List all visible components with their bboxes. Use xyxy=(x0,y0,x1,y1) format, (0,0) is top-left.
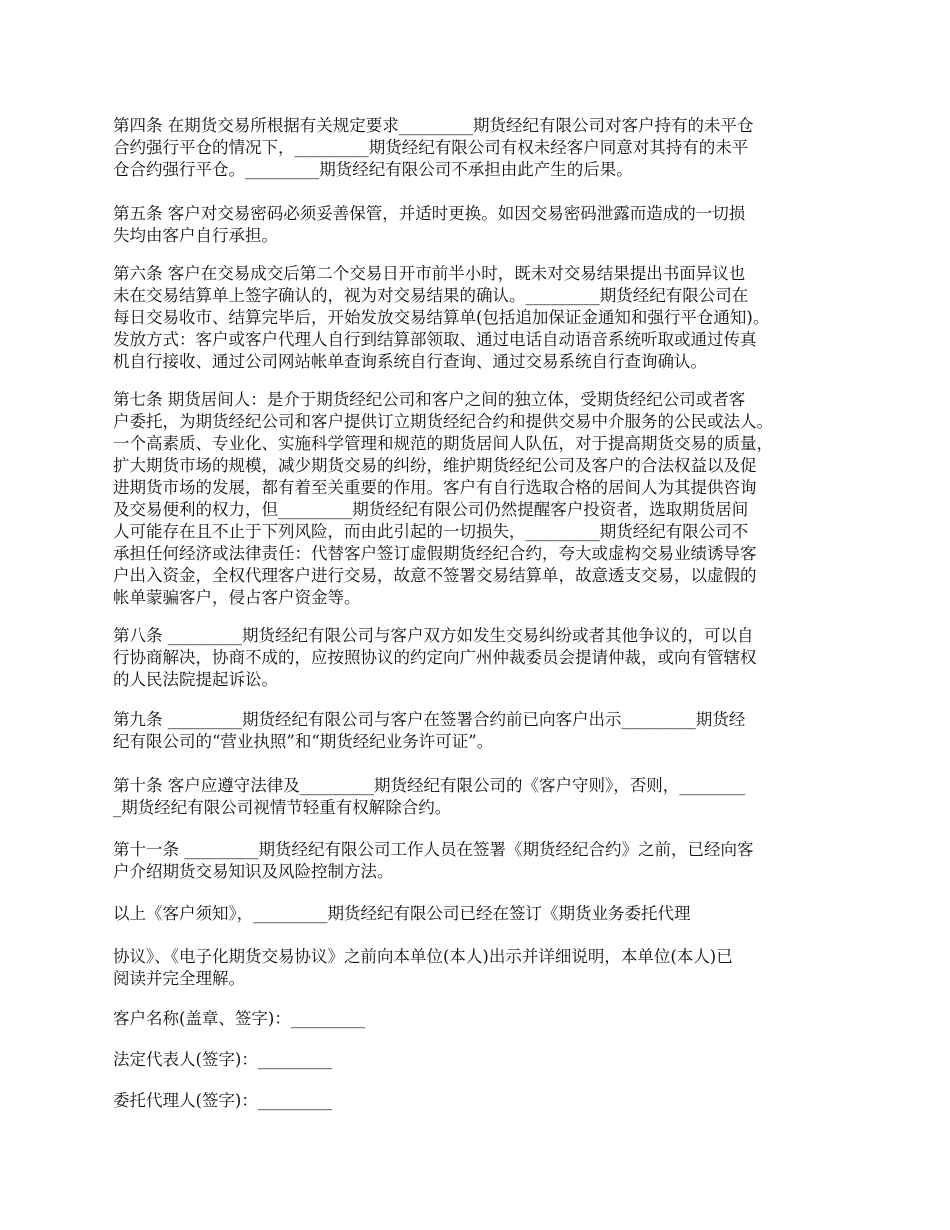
clause-10: 第十条 客户应遵守法律及_________期货经纪有限公司的《客户守则》，否则，________ _期货经纪有限公司视情节轻重有权解除合约。 xyxy=(113,776,746,817)
clause-6: 第六条 客户在交易成交后第二个交易日开市前半小时，既未对交易结果提出书面异议也 未在交易结算单上签字确认的，视为对交易结果的确认。_________期货经纪有限公司在 每日交易收市、结算完毕后，开始发放交易结算单(包括追加保证金通知和强行平仓通知)。 发放方式：客户或客户代理人自行到结算部领取、通过电话自动语音系统听取或通过传真 机自行接收、通过公司网站帐单查询系统自行查询、通过交易系统自行查询确认。 xyxy=(113,264,770,371)
clause-9: 第九条 _________期货经纪有限公司与客户在签署合约前已向客户出示_________期货经 纪有限公司的“营业执照”和“期货经纪业务许可证”。 xyxy=(113,710,746,751)
closing-statement-line-2: 协议》、《电子化期货交易协议》之前向本单位(本人)出示并详细说明，本单位(本人)已 阅读并完全理解。 xyxy=(113,947,733,988)
clause-8: 第八条 _________期货经纪有限公司与客户双方如发生交易纠纷或者其他争议的，可以自 行协商解决，协商不成的，应按照协议的约定向广州仲裁委员会提请仲裁，或向有管辖权 的人民法院提起诉讼。 xyxy=(113,626,757,689)
clause-7: 第七条 期货居间人：是介于期货经纪公司和客户之间的独立体，受期货经纪公司或者客 户委托，为期货经纪公司和客户提供订立期货经纪合约和提供交易中介服务的公民或法人。 一个高素质、专业化、实施科学管理和规范的期货居间人队伍，对于提高期货交易的质量， 扩大期货市场的规模，减少期货交易的纠纷，维护期货经纪公司及客户的合法权益以及促 进期货市场的发展，都有着至关重要的作用。客户有自行选取合格的居间人为其提供咨询 及交易便利的权力，但_________期货经纪有限公司仍然提醒客户投资者，选取期货居间 人可能存在且不止于下列风险，而由此引起的一切损失，_________期货经纪有限公司不 承担任何经济或法律责任：代替客户签订虚假期货经纪合约，夸大或虚构交易业绩诱导客 户出入资金，全权代理客户进行交易，故意不签署交易结算单，故意透支交易，以虚假的 帐单蒙骗客户，侵占客户资金等。 xyxy=(113,390,773,607)
legal-representative-signature-line: 法定代表人(签字)：_________ xyxy=(113,1050,333,1069)
clause-4: 第四条 在期货交易所根据有关规定要求_________期货经纪有限公司对客户持有的未平仓 合约强行平仓的情况下，_________期货经纪有限公司有权未经客户同意对其持有的未平 仓合约强行平仓。_________期货经纪有限公司不承担由此产生的后果。 xyxy=(113,116,754,179)
client-name-signature-line: 客户名称(盖章、签字)：_________ xyxy=(113,1009,366,1028)
clause-5: 第五条 客户对交易密码必须妥善保管，并适时更换。如因交易密码泄露而造成的一切损 失均由客户自行承担。 xyxy=(113,204,746,245)
closing-statement-line-1: 以上《客户须知》，_________期货经纪有限公司已经在签订《期货业务委托代理 xyxy=(113,904,691,923)
authorized-agent-signature-line: 委托代理人(签字)：_________ xyxy=(113,1091,333,1110)
clause-11: 第十一条 _________期货经纪有限公司工作人员在签署《期货经纪合约》之前，已经向客 户介绍期货交易知识及风险控制方法。 xyxy=(113,840,754,881)
